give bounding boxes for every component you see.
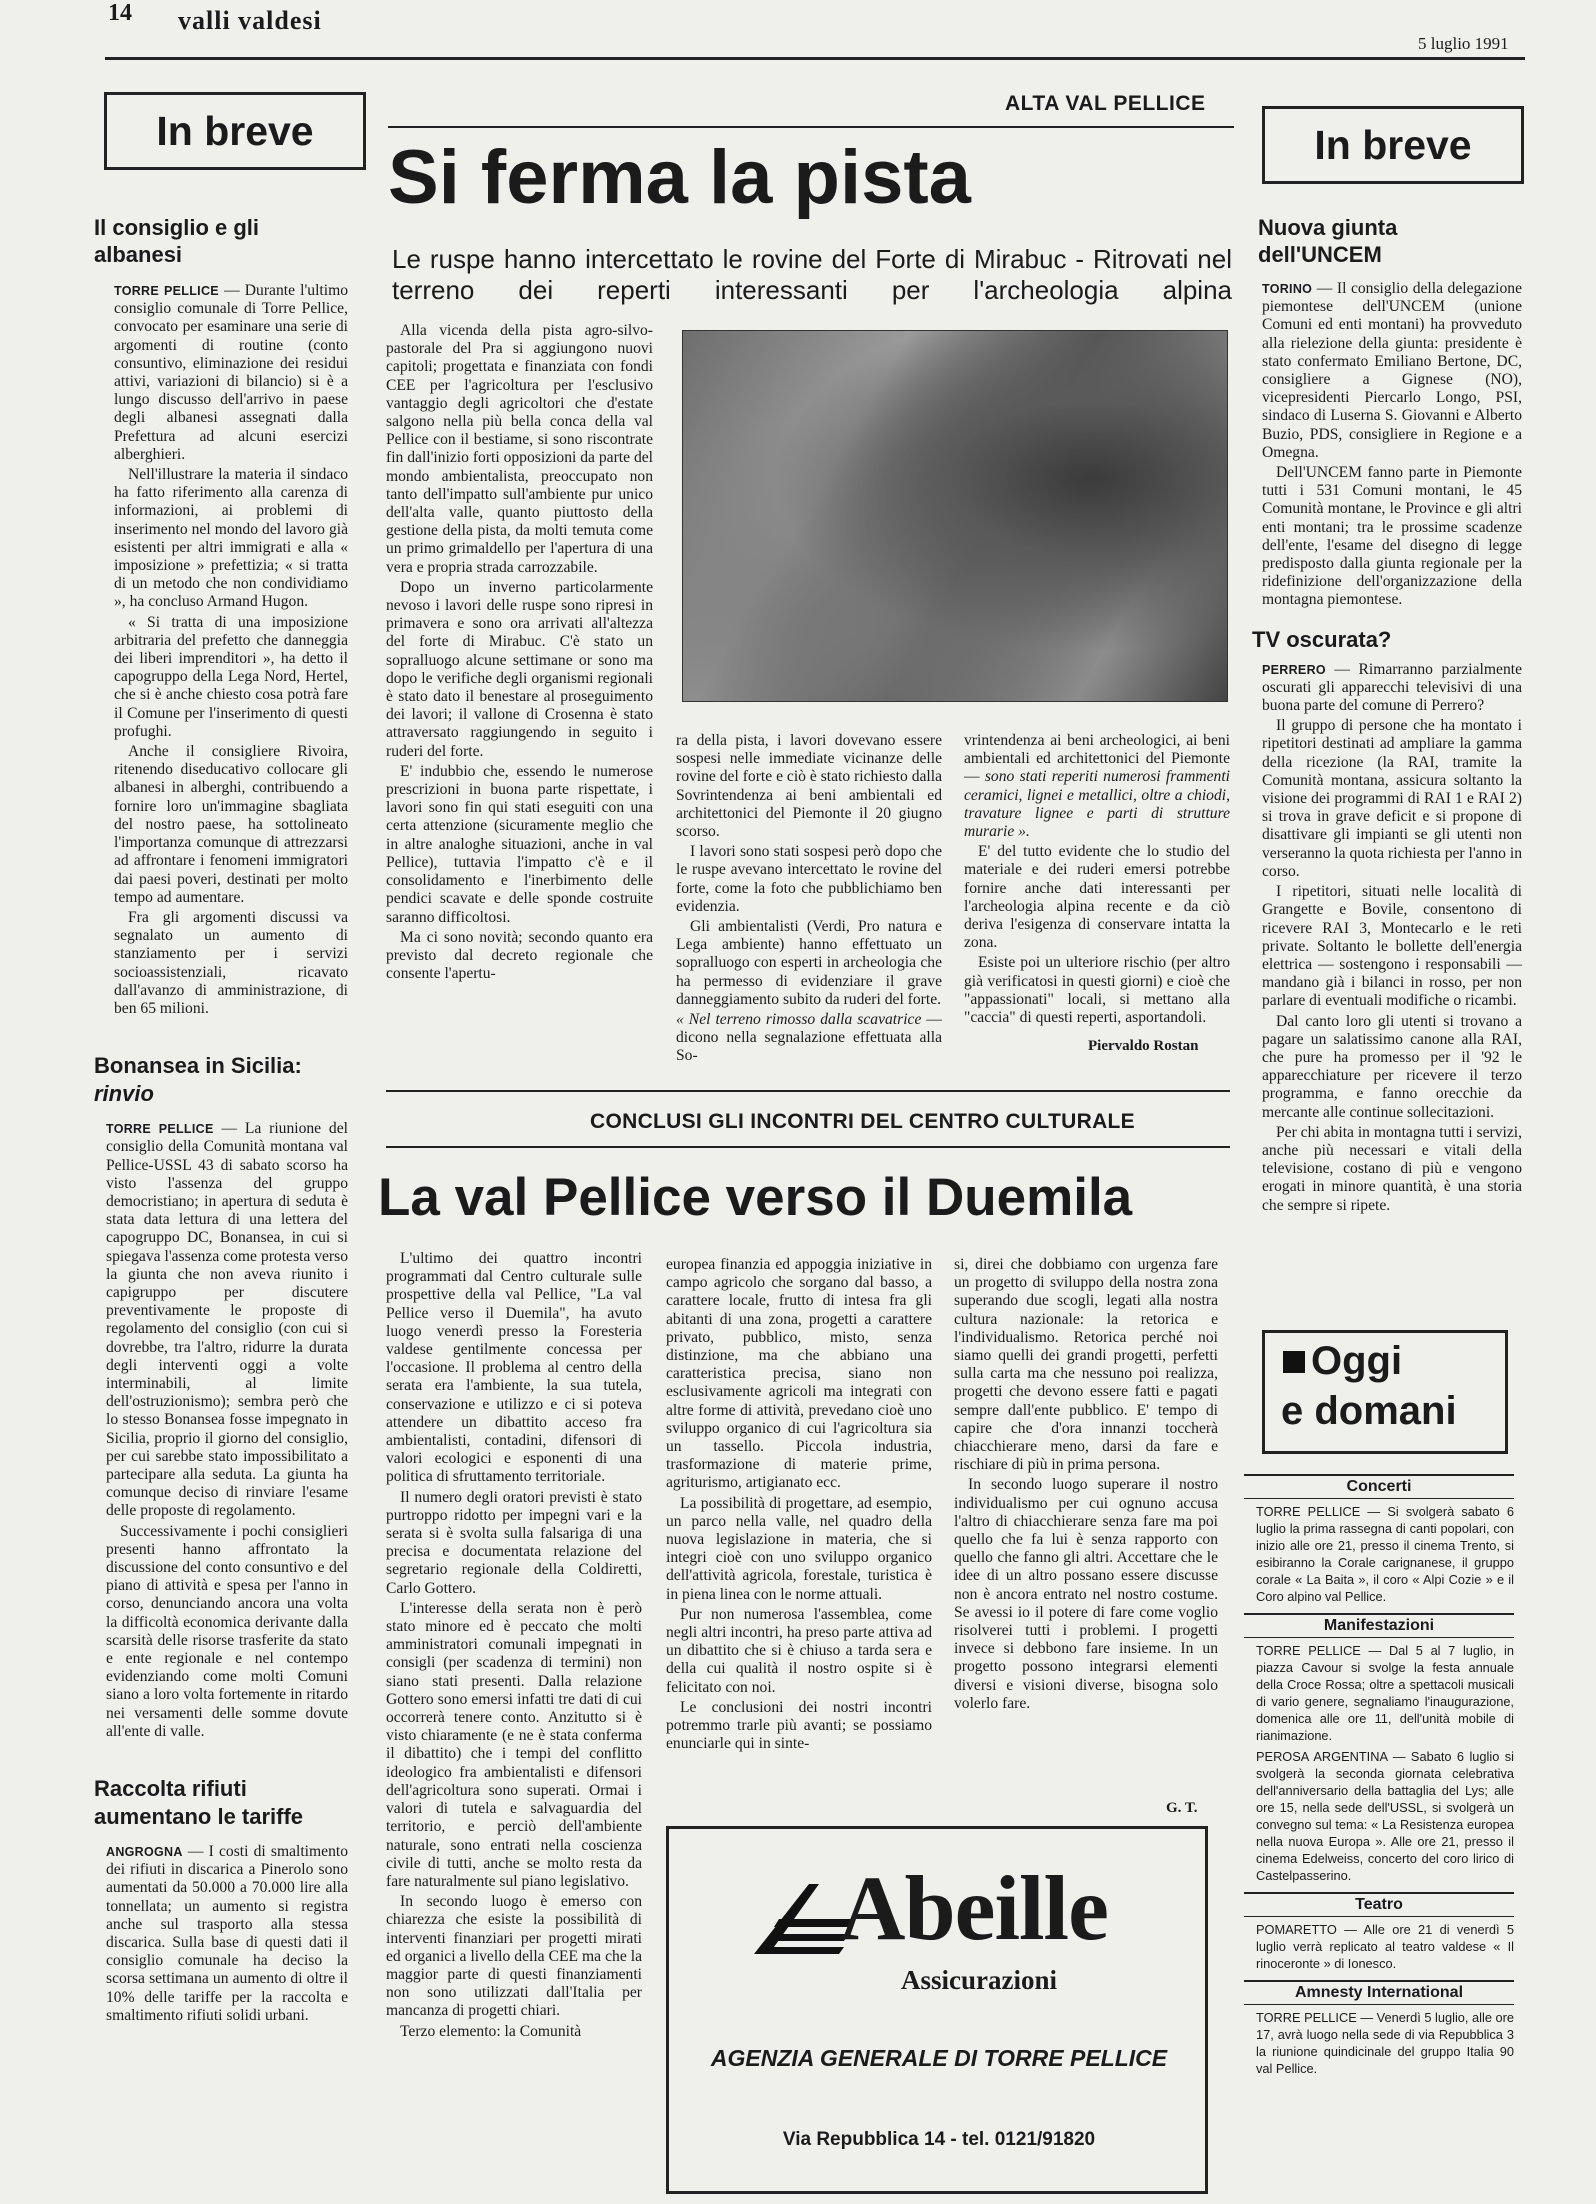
news-lead: ANGROGNA bbox=[106, 1845, 183, 1860]
article2-col3: si, direi che dobbiamo con urgenza fare un progetto di sviluppo della nostra zona superando due scogli, legati alla nostra cultura nazionale: la retorica e l'individualismo. Retorica perché noi siamo quelli dei grandi progetti, perfetti sulla carta ma che nessuno poi realizza, progetti che devono essere fatti e pagati sempre dall'ente pubblico. E' tempo di capire che d'ora innanzi toccherà chiacchierare meno, darsi da fare e rischiare di più in prima persona. In secondo luogo superare il nostro individualismo per cui ognuno accusa l'altro di chiacchierare senza fare ma poi quello che fa lui è senza rapporto con quello che fanno gli altri. Accettare che le idee di un altro possano essere discusse non è ancora entrato nel nostro costume. Se avessi io il potere di fare come voglio risolverei tutti i problemi. I progetti invece si debbono fare insieme. In un progetto possono integrarsi elementi diversi e visioni diverse, bisogna solo volerlo fare. bbox=[954, 1256, 1218, 1712]
event-entry: TORRE PELLICE — Si svolgerà sabato 6 luglio la prima rassegna di canti popolari, con inizio alle ore 21, presso il cinema Trento, si esibiranno la Corale carignanese, il gruppo corale « La Baita », il coro « Alpi Cozie » e il Coro alpino val Pellice. bbox=[1256, 1504, 1514, 1604]
page-number: 14 bbox=[108, 0, 132, 26]
news-lead: TORINO bbox=[1262, 282, 1313, 296]
right-column bbox=[1252, 214, 1522, 1314]
ad-brand: Abeille bbox=[839, 1857, 1108, 1959]
news-body: ANGROGNA — I costi di smaltimento dei rifiuti in discarica a Pinerolo sono aumentati da 50.000 a 70.000 lire alla tonnellata; un aumento si registra anche sul trasporto alla stessa discarica. Sulla base di questi dati il consiglio comunale ha deciso la scorsa settimana un aumento di oltre il 10% delle tariffe per la raccolta e smaltimento rifiuti solidi urbani. bbox=[106, 1843, 348, 2024]
event-entry: TORRE PELLICE — Dal 5 al 7 luglio, in piazza Cavour si svolge la festa annuale della Croce Rossa; oltre a spettacoli musicali di vario genere, segnaliamo l'inaugurazione, domenica alle ore 11, dell'unità mobile di rianimazione. bbox=[1256, 1643, 1514, 1743]
event-entry: POMARETTO — Alle ore 21 di venerdì 5 luglio verrà replicato al teatro valdese « Il rinoceronte » di Ionesco. bbox=[1256, 1922, 1514, 1971]
square-bullet-icon bbox=[1283, 1351, 1305, 1373]
in-breve-box-left bbox=[104, 92, 366, 170]
in-breve-title: In breve bbox=[156, 108, 314, 154]
news-body: PERRERO — Rimarranno parzialmente oscurati gli apparecchi televisivi di una buona parte del comune di Perrero? Il gruppo di persone che ha montato i ripetitori destinati ad ampliare la gamma della ricezione (la RAI, tramite la Comunità montana, assicura soltanto la visione dei programmi di RAI 1 e RAI 2) si trova in grave deficit e si propone di disattivare gli impianti se gli utenti non verseranno la quota richiesta per l'anno in corso. I ripetitori, situati nelle località di Grangette e Bovile, consentono di ricevere RAI 3, Montecarlo e le reti private. Soltanto le bollette dell'energia elettrica — sostengono i responsabili — mandano già i bilanci in rosso, per non parlare di eventuali modifiche o ricambi. Dal canto loro gli utenti si trovano a pagare un salatissimo canone alla RAI, che pure ha promesso per il '92 le apparecchiature per ricevere il terzo programma, e fanno orecchie da mercante alle continue sollecitazioni. Per chi abita in montagna tutti i servizi, anche più necessari e vitali della televisione, costano di più e vengono erogati in minore quantità, è una storia che sempre si ripete. bbox=[1262, 660, 1523, 1214]
news-title: Bonansea in Sicilia: rinvio bbox=[94, 1053, 302, 1107]
oggi-title-line1: Oggi bbox=[1311, 1339, 1403, 1383]
article1-headline: Si ferma la pista bbox=[388, 135, 971, 220]
category-header: Teatro bbox=[1244, 1892, 1514, 1917]
article1-subhead: Le ruspe hanno intercettato le rovine del Forte di Mirabuc - Ritrovati nel terreno dei reperti interessanti per l'archeologia alpina bbox=[392, 244, 1232, 305]
left-column bbox=[94, 214, 348, 2204]
article2-signature: G. T. bbox=[1166, 1800, 1198, 1816]
article2-headline: La val Pellice verso il Duemila bbox=[378, 1168, 1133, 1227]
abeille-ad bbox=[666, 1826, 1208, 2194]
ad-address: Via Repubblica 14 - tel. 0121/91820 bbox=[782, 2129, 1096, 2150]
header-rule bbox=[105, 57, 1525, 60]
page-header bbox=[0, 0, 1596, 60]
article1-signature: Piervaldo Rostan bbox=[1088, 1038, 1199, 1054]
category-header: Amnesty International bbox=[1244, 1980, 1514, 2005]
article2-col1: L'ultimo dei quattro incontri programmati dal Centro culturale sulle prospettive della val Pellice, "La val Pellice verso il Duemila", ha avuto luogo venerdì presso la Foresteria valdese gentilmente concessa per l'occasione. Il problema al centro della serata era l'ambiente, la sua tutela, conservazione e utilizzo e ci si poteva attendere un dibattito acceso fra ambientalisti, contadini, difensori di valori ecologici e esponenti di una politica di sfruttamento territoriale. Il numero degli oratori previsti è stato purtroppo ridotto per impegni vari e la serata si è svolta sulla falsariga di una precisa e documentata relazione del segretario regionale della Coldiretti, Carlo Gottero. L'interesse della serata non è però stato minore ed è peccato che molti amministratori comunali impegnati in consigli (per scadenza di termini) non siano stati presenti. Dalla relazione Gottero sono emersi infatti tre dati di cui occorrerà tenere conto. Anzitutto si è visto chiaramente (e ne è stata conferma il dibattito) che i tempi del conflitto ideologico fra ambientalisti e difensori dell'agricoltura sono superati. Ormai i valori di tutela e salvaguardia del territorio, e perciò dell'ambiente naturale, sono entrati nella coscienza civile di tutti, anche se molto resta da fare naturalmente sul piano legislativo. In secondo luogo è emerso con chiarezza che esiste la possibilità di interventi finanziari per progetti mirati ed organici a livello della CEE ma che la maggior parte di questi finanziamenti non sono utilizzati dall'Italia per mancanza di progetti chiari. Terzo elemento: la Comunità bbox=[386, 1250, 642, 2040]
in-breve-box-right bbox=[1262, 106, 1524, 184]
section-name: valli valdesi bbox=[178, 6, 322, 35]
oggi-title-line2: e domani bbox=[1281, 1389, 1457, 1433]
in-breve-title: In breve bbox=[1314, 122, 1472, 168]
ad-subtitle: Assicurazioni bbox=[901, 1965, 1058, 1995]
article1-photo bbox=[682, 330, 1228, 702]
category-header: Manifestazioni bbox=[1244, 1613, 1514, 1638]
kicker-rule bbox=[386, 1146, 1230, 1148]
oggi-domani-box bbox=[1262, 1330, 1508, 1454]
news-body: TORRE PELLICE — La riunione del consiglio della Comunità montana val Pellice-USSL 43 di sabato scorso ha visto l'assenza del gruppo democristiano; in apertura di seduta è stata data lettura di una lettera del capogruppo DC, Bonansea, in cui si spiegava l'assenza come protesta verso la giunta che non aveva riunito i capigruppo per discutere preventivamente le proposte di regolamento del consiglio (con cui si dovrebbe, tra l'altro, ridurre la durata degli interventi oggi a volte interminabili, al limite dell'ostruzionismo); sembra però che lo stesso Bonansea fosse impegnato in Sicilia, proprio il giorno del consiglio, per cui sarebbe stato impossibilitato a partecipare alla seduta. La giunta ha comunque deciso di rinviare l'esame delle proposte di regolamento. Successivamente i pochi consiglieri presenti hanno affrontato la discussione del conto consuntivo e del piano di attività e spesa per l'anno in corso, denunciando ancora una volta la difficoltà economica derivante dalla scarsità delle risorse trasferite da stato e ente regionale e nel contempo evidenziando come molti Comuni siano a loro volta fortemente in ritardo nei versamenti delle somme dovute all'ente di valle. bbox=[106, 1120, 348, 1740]
section-rule bbox=[386, 1090, 1230, 1092]
news-lead: TORRE PELLICE bbox=[106, 1122, 214, 1137]
article1-col3: vrintendenza ai beni archeologici, ai beni ambientali ed architettonici del Piemonte — sono stati reperiti numerosi frammenti ceramici, lignei e metallici, oltre a chiodi, travature lignee e parti di strutture murarie ». E' del tutto evidente che lo studio del materiale e dei ruderi emersi potrebbe fornire anche dati interessanti per l'archeologia alpina recente e da ciò deriva l'esigenza di conservare intatta la zona. Esiste poi un ulteriore rischio (per altro già verificatosi in questi giorni) e cioè che "appassionati" locali, si mettano alla "caccia" di questi reperti, asportandoli. bbox=[964, 732, 1230, 1027]
event-entry: PEROSA ARGENTINA — Sabato 6 luglio si svolgerà la seconda giornata celebrativa dell'anniversario della battaglia del Lys; alle ore 15, nella sede dell'USSL, si svolgerà un convegno sul tema: « La Resistenza europea nella nuova Europa ». Alle ore 21, presso il cinema Edelweiss, concerto del coro lirico di Castelpasserino. bbox=[1256, 1749, 1514, 1883]
news-title: Il consiglio e gli albanesi bbox=[94, 215, 260, 267]
oggi-listing bbox=[1244, 1474, 1514, 2194]
article2-col2: europea finanzia ed appoggia iniziative in campo agricolo che sorgano dal basso, a carattere locale, frutto di intesa fra gli abitanti di una zona, progetti a carattere privato, pubblico, misto, senza distinzione, ma che abbiano una caratteristica precisa, siano non esclusivamente agricoli ma integrati con altre forme di attività, prevedano cioè uno sviluppo organico di cui l'agricoltura sia un tassello. Piccola industria, trasformazione di materie prime, agriturismo, artigianato ecc. La possibilità di progettare, ad esempio, un parco nella valle, nel quadro della nuova legislazione in materia, che si integri cioè con uno sviluppo organico dell'attività agricola, forestale, turistica è in piena linea con le norme attuali. Pur non numerosa l'assemblea, come negli altri incontri, ha preso parte attiva ad un dibattito che si è chiuso a tarda sera e della cui qualità il nostro ospite si è felicitato con noi. Le conclusioni dei nostri incontri potremmo trarle più avanti; se possiamo enunciarle qui in sinte- bbox=[666, 1256, 932, 1753]
news-lead: TORRE PELLICE bbox=[114, 284, 219, 298]
news-title: Nuova giunta dell'UNCEM bbox=[1258, 215, 1398, 267]
article1-col2: ra della pista, i lavori dovevano essere sospesi nelle immediate vicinanze delle rovine del forte e ciò è stato richiesto dalla Sovrintendenza ai beni ambientali ed architettonici del Piemonte il 20 giugno scorso. I lavori sono stati sospesi però dopo che le ruspe avevano intercettato le rovine del forte, come la foto che pubblichiamo ben evidenzia. Gli ambientalisti (Verdi, Pro natura e Lega ambiente) hanno effettuato un sopralluogo con esperti in archeologia che ha permesso di evidenziare il grave danneggiamento subito da ruderi del forte. « Nel terreno rimosso dalla scavatrice — dicono nella segnalazione effettuata alla So- bbox=[676, 732, 942, 1065]
ad-agency: AGENZIA GENERALE DI TORRE PELLICE bbox=[710, 2045, 1168, 2071]
issue-date: 5 luglio 1991 bbox=[1418, 34, 1509, 53]
news-body: TORRE PELLICE — Durante l'ultimo consiglio comunale di Torre Pellice, convocato per esaminare una serie di argomenti di routine (conto consuntivo, eliminazione dei residui attivi, variazioni di bilancio) si è a lungo discusso dell'arrivo in paese degli albanesi assegnati dalla Prefettura ad alcuni esercizi alberghieri. Nell'illustrare la materia il sindaco ha fatto riferimento alla carenza di informazioni, ai problemi di inserimento nel mondo del lavoro già esistenti per altri immigrati e alla « imposizione » prefettizia; « si tratta di un metodo che non condividiamo », ha concluso Armand Hugon. « Si tratta di una imposizione arbitraria del prefetto che danneggia dei liberi imprenditori », ha detto il capogruppo della Lega Nord, Hertel, che si è anche chiesto cosa potrà fare il Comune per l'inserimento di questi profughi. Anche il consigliere Rivoira, ritenendo diseducativo collocare gli albanesi in alberghi, contribuendo a fornire loro un'immagine sbagliata del nostro paese, ha sottolineato l'importanza comunque di attrezzarsi ad affrontare i fenomeni immigratori dai paesi poveri, destinati per molto tempo ad aumentare. Fra gli argomenti discussi va segnalato un aumento di stanziamento per i servizi socioassistenziali, ricavato dall'avanzo di amministrazione, di ben 65 milioni. bbox=[114, 282, 348, 1017]
article2-kicker: CONCLUSI GLI INCONTRI DEL CENTRO CULTURALE bbox=[590, 1110, 1135, 1133]
news-title: TV oscurata? bbox=[1252, 626, 1392, 652]
news-lead: PERRERO bbox=[1262, 662, 1326, 677]
event-entry: TORRE PELLICE — Venerdì 5 luglio, alle ore 17, avrà luogo nella sede di via Repubblica 3 la riunione quindicinale del gruppo Italia 90 val Pellice. bbox=[1256, 2010, 1514, 2076]
article1-col1: Alla vicenda della pista agro-silvo-pastorale del Pra si aggiungono nuovi capitoli; progettata e finanziata con fondi CEE per l'agricoltura per l'esclusivo vantaggio degli agricoltori che d'estate salgono nella più bella conca della val Pellice con il bestiame, si sono riscontrate fin dall'inizio forti opposizioni da parte del mondo ambientalista, preoccupato non tanto dell'impatto sull'ambiente pur unico dell'alta valle, quanto piuttosto della gestione della pista, da molti temuta come un primo grimaldello per l'apertura di una vera e propria strada carrozzabile. Dopo un inverno particolarmente nevoso i lavori delle ruspe sono ripresi in primavera e sono ora arrivati all'altezza del forte di Mirabuc. C'è stato un sopralluogo alcune settimane or sono ma dopo le verifiche degli organismi regionali è stato dato il benestare al proseguimento dei lavori; il vallone di Crosenna è stato attraversato raggiungendo in seguito i ruderi del forte. E' indubbio che, essendo le numerose prescrizioni in buona parte rispettate, i lavori sono fin qui stati eseguiti con una certa attenzione (sicuramente meglio che in altre analoghe situazioni, anche in val Pellice), tuttavia l'impatto c'è e il consolidamento e l'inerbimento delle pendici scavate e delle sponde costruite saranno difficoltosi. Ma ci sono novità; secondo quanto era previsto dal decreto regionale che consente l'apertu- bbox=[386, 322, 653, 983]
category-header: Concerti bbox=[1244, 1474, 1514, 1499]
article1-kicker: ALTA VAL PELLICE bbox=[1005, 92, 1206, 115]
news-title: Raccolta rifiuti aumentano le tariffe bbox=[94, 1776, 304, 1830]
news-body: TORINO — Il consiglio della delegazione piemontese dell'UNCEM (unione Comuni ed enti montani) ha provveduto alla rielezione della giunta: presidente è stato confermato Emiliano Bertone, DC, consigliere a Gignese (NO), vicepresidenti Piercarlo Longo, PSI, sindaco di Luserna S. Giovanni e Alberto Buzio, PDS, consigliere in Regione e a Omegna. Dell'UNCEM fanno parte in Piemonte tutti i 531 Comuni montani, le 45 Comunità montane, le Province e gli altri enti montani; tra le prossime scadenze dell'ente, l'esame del disegno di legge predisposto dalla giunta regionale per la ridefinizione dell'organizzazione della montagna piemontese. bbox=[1262, 280, 1523, 609]
